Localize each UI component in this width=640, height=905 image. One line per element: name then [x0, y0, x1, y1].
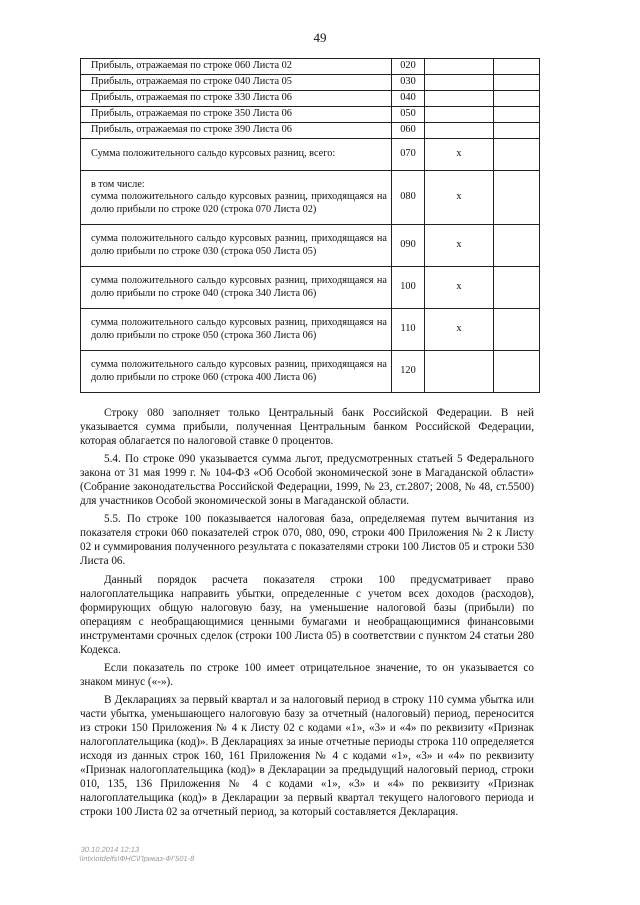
row-mark: x	[425, 225, 494, 267]
declaration-table	[80, 58, 540, 393]
row-value	[494, 107, 540, 123]
row-description: сумма положительного сальдо курсовых разниц, приходящаяся на долю прибыли по строке 040 (строка 340 Листа 06)	[81, 267, 392, 309]
table-row	[81, 107, 540, 123]
paragraph: Если показатель по строке 100 имеет отрицательное значение, то он указывается со знаком минус («-»).	[80, 661, 534, 688]
row-description: Прибыль, отражаемая по строке 060 Листа 02	[81, 59, 392, 75]
row-description: сумма положительного сальдо курсовых разниц, приходящаяся на долю прибыли по строке 020 (строка 070 Листа 02)	[91, 191, 387, 215]
row-value	[494, 123, 540, 139]
table-row	[81, 59, 540, 75]
footer-timestamp: 30.10.2014 12:13	[80, 845, 140, 854]
row-code: 080	[392, 171, 425, 225]
row-code: 030	[392, 75, 425, 91]
row-description-cell	[81, 171, 392, 225]
table-row	[81, 171, 540, 225]
sub-heading: в том числе:	[91, 179, 145, 191]
table-row	[81, 267, 540, 309]
row-mark	[425, 351, 494, 393]
row-mark	[425, 107, 494, 123]
row-code: 060	[392, 123, 425, 139]
table-row	[81, 309, 540, 351]
row-value	[494, 225, 540, 267]
paragraph: 5.5. По строке 100 показывается налоговая база, определяемая путем вычитания из показателя строки 060 показателей строк 070, 080, 090, строки 400 Приложения № 2 к Листу 02 и суммирования полученного результата с показателями строки 100 Листов 05 и строки 530 Листа 06.	[80, 513, 534, 568]
row-code: 100	[392, 267, 425, 309]
row-description: Сумма положительного сальдо курсовых разниц, всего:	[81, 139, 392, 171]
row-code: 020	[392, 59, 425, 75]
row-code: 050	[392, 107, 425, 123]
table-row	[81, 351, 540, 393]
row-value	[494, 91, 540, 107]
row-description: Прибыль, отражаемая по строке 350 Листа 06	[81, 107, 392, 123]
footer-stamp	[78, 845, 196, 863]
row-description: Прибыль, отражаемая по строке 040 Листа 05	[81, 75, 392, 91]
row-mark	[425, 75, 494, 91]
row-value	[494, 139, 540, 171]
row-value	[494, 309, 540, 351]
row-description: сумма положительного сальдо курсовых разниц, приходящаяся на долю прибыли по строке 060 (строка 400 Листа 06)	[81, 351, 392, 393]
paragraph: Данный порядок расчета показателя строки 100 предусматривает право налогоплательщика направить убытки, определенные с учетом всех доходов (расходов), формирующих общую налоговую базу, на уменьшение налоговой базы (прибыли) по операциям с необращающимися ценными бумагами и необращающимися финансовыми инструментами срочных сделок (строки 100 Листа 05) в соответствии с пунктом 24 статьи 280 Кодекса.	[80, 573, 534, 656]
row-code: 110	[392, 309, 425, 351]
footer-file-path: \\ntx\otdelfs\ФНС\Приказ-ФГ501-8	[78, 854, 196, 863]
table-row	[81, 91, 540, 107]
row-code: 090	[392, 225, 425, 267]
table-row	[81, 139, 540, 171]
row-mark	[425, 123, 494, 139]
row-value	[494, 59, 540, 75]
table-row	[81, 225, 540, 267]
table-row	[81, 123, 540, 139]
row-code: 120	[392, 351, 425, 393]
row-value	[494, 267, 540, 309]
row-value	[494, 75, 540, 91]
paragraph: В Декларациях за первый квартал и за налоговый период в строку 110 сумма убытка или части убытка, уменьшающего налоговую базу за отчетный (налоговый) период, переносится из строки 150 Приложения № 4 к Листу 02 с кодами «1», «3» и «4» по реквизиту «Признак налогоплательщика (код)». В Декларациях за иные отчетные периоды строка 110 определяется исходя из данных строк 160, 161 Приложения № 4 с кодами «1», «3» и «4» по реквизиту «Признак налогоплательщика (код)» в Декларации за предыдущий налоговый период, строки 010, 135, 136 Приложения № 4 с кодами «1», «3» и «4» по реквизиту «Признак налогоплательщика (код)» в Декларации за первый квартал текущего налогового периода и строки 100 Листа 02 за отчетный период, за который составляется Декларация.	[80, 693, 534, 819]
row-mark	[425, 59, 494, 75]
row-value	[494, 351, 540, 393]
page-number: 49	[313, 30, 327, 45]
row-code: 070	[392, 139, 425, 171]
row-mark: x	[425, 267, 494, 309]
row-mark: x	[425, 139, 494, 171]
row-description: Прибыль, отражаемая по строке 330 Листа 06	[81, 91, 392, 107]
paragraph: Строку 080 заполняет только Центральный банк Российской Федерации. В ней указывается сумма прибыли, полученная Центральным банком Российской Федерации, которая облагается по налоговой ставке 0 процентов.	[80, 407, 534, 448]
row-mark	[425, 91, 494, 107]
table-row	[81, 75, 540, 91]
row-code: 040	[392, 91, 425, 107]
row-description: сумма положительного сальдо курсовых разниц, приходящаяся на долю прибыли по строке 030 (строка 050 Листа 05)	[81, 225, 392, 267]
row-mark: x	[425, 309, 494, 351]
paragraph: 5.4. По строке 090 указывается сумма льгот, предусмотренных статьей 5 Федерального закона от 31 мая 1999 г. № 104-ФЗ «Об Особой экономической зоне в Магаданской области» (Собрание законодательства Российской Федерации, 1999, № 23, ст.2807; 2008, № 48, ст.5500) для участников Особой экономической зоны в Магаданской области.	[80, 453, 534, 508]
row-value	[494, 171, 540, 225]
row-description: сумма положительного сальдо курсовых разниц, приходящаяся на долю прибыли по строке 050 (строка 360 Листа 06)	[81, 309, 392, 351]
row-description: Прибыль, отражаемая по строке 390 Листа 06	[81, 123, 392, 139]
row-mark: x	[425, 171, 494, 225]
body-text	[80, 406, 534, 823]
